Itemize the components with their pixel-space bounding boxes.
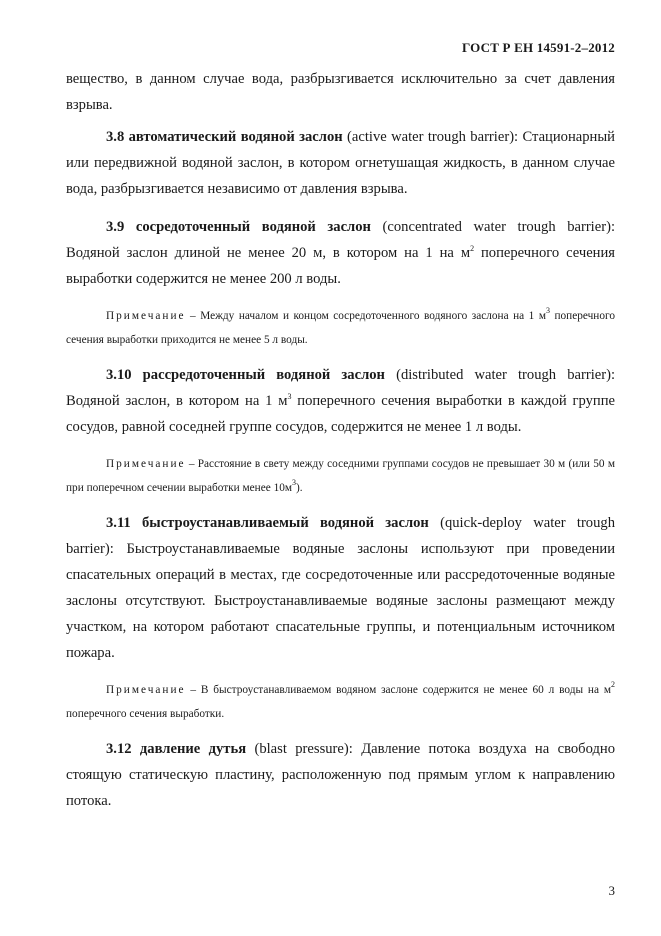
superscript: 3 [287,392,292,401]
section-number: 3.9 [106,219,125,235]
superscript: 2 [470,244,475,253]
note-text: – Между началом и концом сосредоточенного водяного заслона на 1 м [185,310,546,322]
note-3-11 [66,678,615,726]
term-english: (quick-deploy water trough barrier): [66,515,615,557]
term-definition: Стационарный или передвижной водяной заслон, в котором огнетушащая жидкость, в данном случае вода, разбрызгивается независимо от давления взрыва. [66,129,615,197]
term-title: давление дутья [139,741,247,757]
superscript: 3 [292,478,297,487]
document-body [66,66,615,826]
term-title: автоматический водяной заслон [128,129,343,145]
note-3-10 [66,452,615,500]
term-english: (distributed water trough barrier): [384,367,616,383]
note-text-cont: поперечного сечения выработки. [66,708,225,720]
term-english: (blast pressure): [246,741,362,757]
section-number: 3.12 [106,741,132,757]
section-3-8 [66,124,615,202]
superscript: 3 [545,306,550,315]
section-number: 3.11 [106,515,131,531]
section-3-10 [66,362,615,440]
note-text: – Расстояние в свету между соседними группами сосудов не превышает 30 м (или 50 м при поперечном сечении выработки менее 10м [66,458,615,494]
section-number: 3.10 [106,367,132,383]
note-label: Примечание [106,310,186,322]
note-text-cont: поперечного сечения выработки приходится не менее 5 л воды. [66,310,615,346]
term-title: быстроустанавливаемый водяной заслон [142,515,429,531]
term-definition-cont: поперечного сечения выработки содержится не менее 200 л воды. [66,245,616,287]
term-title: сосредоточенный водяной заслон [135,219,371,235]
section-3-9 [66,214,615,292]
section-3-12 [66,736,615,814]
term-definition: Водяной заслон, в котором на 1 м [66,393,288,409]
term-english: (concentrated water trough barrier): [370,219,615,235]
note-text-cont: ). [296,482,303,494]
term-definition: Быстроустанавливаемые водяные заслоны используют при проведении спасательных операций в местах, где сосредоточенные или рассредоточенные водяные заслоны отсутствуют. Быстроустанавливаемые водяные заслоны размещают между участком, на котором работают спасательные группы, и потенциальным источником пожара. [66,541,616,661]
term-definition: Давление потока воздуха на свободно стоящую статическую пластину, расположенную под прямым углом к направлению потока. [66,741,615,809]
term-definition-cont: поперечного сечения выработки в каждой группе сосудов, равной соседней группе сосудов, содержится не менее 1 л воды. [66,393,615,435]
page-number: 3 [608,883,615,898]
note-label: Примечание [106,684,186,696]
continued-paragraph: вещество, в данном случае вода, разбрызгивается исключительно за счет давления взрыва. [66,71,615,113]
term-definition: Водяной заслон длиной не менее 20 м, в котором на 1 на м [66,245,471,261]
note-label: Примечание [106,458,186,470]
document-header: ГОСТ Р ЕН 14591-2–2012 [462,40,615,55]
section-number: 3.8 [106,129,125,145]
note-text: – В быстроустанавливаемом водяном заслоне содержится не менее 60 л воды на м [185,684,611,696]
section-3-11 [66,510,615,666]
note-3-9 [66,304,615,352]
superscript: 2 [611,680,615,689]
term-english: (active water trough barrier): [342,129,523,145]
term-title: рассредоточенный водяной заслон [142,367,385,383]
